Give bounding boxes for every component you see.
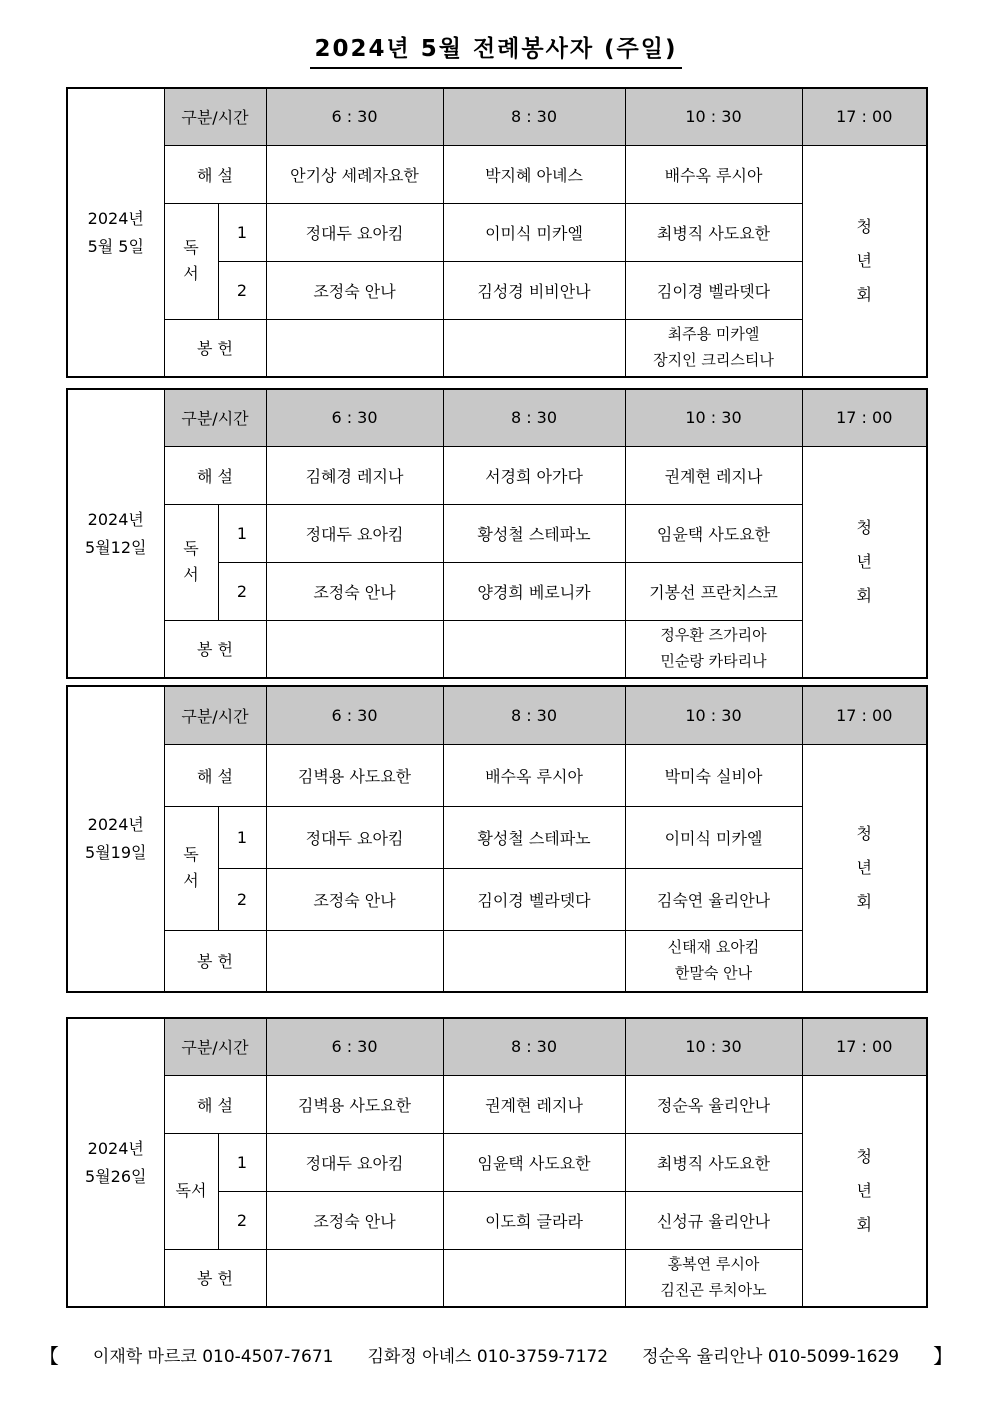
- offering-row: [67, 319, 927, 377]
- text-line: 독: [183, 539, 199, 559]
- time-header-630: 6 : 30: [266, 1018, 443, 1075]
- offering-row: [67, 620, 927, 678]
- row-label-reading: [164, 203, 218, 319]
- text-line: 회: [856, 1214, 872, 1234]
- offering-names-630: [266, 319, 443, 377]
- contact-1: 이재학 마르코 010-4507-7671: [92, 1347, 334, 1367]
- header-row: [67, 1018, 927, 1075]
- time-header-630: 6 : 30: [266, 88, 443, 145]
- row-label-offering: 봉 헌: [164, 1249, 266, 1307]
- text-line: 5월19일: [85, 843, 147, 862]
- youth-group-cell: [802, 145, 927, 377]
- text-line: 서: [183, 264, 199, 283]
- offering-names-630: [266, 1249, 443, 1307]
- reading1-row: [67, 203, 927, 261]
- commentator-name-1030: 정순옥 율리안나: [625, 1075, 802, 1133]
- reading2-name-630: 조정숙 안나: [266, 1191, 443, 1249]
- text-line: 정우환 즈가리아: [660, 626, 767, 645]
- reading2-name-830: 이도희 글라라: [443, 1191, 625, 1249]
- text-line: 한말숙 안나: [674, 963, 753, 982]
- text-line: 독: [183, 845, 199, 865]
- text-line: 년: [856, 250, 872, 270]
- time-header-1030: 10 : 30: [625, 686, 802, 744]
- reading-number-1: 1: [218, 1133, 266, 1191]
- text-line: 회: [856, 585, 872, 605]
- offering-names-830: [443, 1249, 625, 1307]
- header-row: [67, 88, 927, 145]
- reading1-name-630: 정대두 요아킴: [266, 203, 443, 261]
- schedule-table: [66, 87, 928, 378]
- reading1-name-830: 이미식 미카엘: [443, 203, 625, 261]
- text-line: 년: [856, 1180, 872, 1200]
- contact-3: 정순옥 율리안나 010-5099-1629: [642, 1347, 900, 1367]
- offering-names-1030: [625, 620, 802, 678]
- commentator-name-1030: 권계현 레지나: [625, 446, 802, 504]
- offering-names-830: [443, 319, 625, 377]
- header-row: [67, 389, 927, 446]
- date-cell: [67, 389, 164, 678]
- text-line: 장지인 크리스티나: [653, 350, 774, 369]
- reading-number-2: 2: [218, 868, 266, 930]
- time-header-830: 8 : 30: [443, 1018, 625, 1075]
- reading-number-2: 2: [218, 1191, 266, 1249]
- row-label-offering: 봉 헌: [164, 319, 266, 377]
- offering-names-1030: [625, 1249, 802, 1307]
- text-line: 2024년: [87, 509, 144, 529]
- offering-names-630: [266, 930, 443, 992]
- commentator-name-830: 배수옥 루시아: [443, 744, 625, 806]
- row-label-commentator: 해 설: [164, 145, 266, 203]
- row-label-commentator: 해 설: [164, 446, 266, 504]
- time-header-1700: 17 : 00: [802, 88, 927, 145]
- schedule-table: [66, 685, 928, 993]
- text-line: 독서: [175, 1181, 207, 1201]
- commentator-name-1030: 박미숙 실비아: [625, 744, 802, 806]
- reading1-name-1030: 최병직 사도요한: [625, 203, 802, 261]
- reading1-name-830: 황성철 스테파노: [443, 504, 625, 562]
- row-label-reading: [164, 1133, 218, 1249]
- reading1-name-630: 정대두 요아킴: [266, 504, 443, 562]
- text-line: 청: [856, 518, 872, 538]
- reading1-row: [67, 504, 927, 562]
- reading-number-1: 1: [218, 203, 266, 261]
- row-label-commentator: 해 설: [164, 1075, 266, 1133]
- contact-2: 김화정 아녜스 010-3759-7172: [367, 1347, 609, 1367]
- time-header-1700: 17 : 00: [802, 389, 927, 446]
- time-header-830: 8 : 30: [443, 389, 625, 446]
- reading1-row: [67, 1133, 927, 1191]
- youth-group-cell: [802, 446, 927, 678]
- reading2-name-630: 조정숙 안나: [266, 562, 443, 620]
- text-line: 홍복연 루시아: [667, 1255, 760, 1274]
- youth-group-cell: [802, 744, 927, 992]
- date-cell: [67, 88, 164, 377]
- reading2-name-630: 조정숙 안나: [266, 868, 443, 930]
- row-label-offering: 봉 헌: [164, 620, 266, 678]
- text-line: 5월 5일: [87, 236, 144, 256]
- date-cell: [67, 686, 164, 992]
- time-header-1030: 10 : 30: [625, 88, 802, 145]
- text-line: 서: [183, 565, 199, 584]
- text-line: 5월12일: [85, 537, 147, 557]
- offering-names-1030: [625, 930, 802, 992]
- text-line: 2024년: [87, 815, 144, 834]
- text-line: 독: [183, 238, 199, 258]
- commentator-row: [67, 1075, 927, 1133]
- reading-number-1: 1: [218, 504, 266, 562]
- contact-footer: [0, 1340, 992, 1369]
- commentator-row: [67, 744, 927, 806]
- text-line: 청: [856, 1147, 872, 1167]
- reading2-name-1030: 김숙연 율리안나: [625, 868, 802, 930]
- text-line: 서: [183, 871, 199, 890]
- offering-names-830: [443, 620, 625, 678]
- text-line: 2024년: [87, 1138, 144, 1158]
- time-header-830: 8 : 30: [443, 686, 625, 744]
- reading-number-2: 2: [218, 562, 266, 620]
- text-line: 년: [856, 551, 872, 571]
- text-line: 회: [856, 891, 872, 911]
- document-title: 2024년 5월 전례봉사자 (주일): [310, 30, 681, 69]
- time-header-1700: 17 : 00: [802, 1018, 927, 1075]
- reading1-name-1030: 최병직 사도요한: [625, 1133, 802, 1191]
- header-label-cell: 구분/시간: [164, 686, 266, 744]
- reading-number-1: 1: [218, 806, 266, 868]
- text-line: 2024년: [87, 208, 144, 228]
- row-label-reading: [164, 806, 218, 930]
- header-label-cell: 구분/시간: [164, 1018, 266, 1075]
- reading2-name-830: 김성경 비비안나: [443, 261, 625, 319]
- time-header-830: 8 : 30: [443, 88, 625, 145]
- reading1-name-630: 정대두 요아킴: [266, 806, 443, 868]
- text-line: 년: [856, 857, 872, 877]
- schedule-table: [66, 388, 928, 679]
- close-bracket: 】: [933, 1344, 954, 1368]
- commentator-name-630: 김혜경 레지나: [266, 446, 443, 504]
- time-header-1030: 10 : 30: [625, 1018, 802, 1075]
- reading2-name-1030: 김이경 벨라뎃다: [625, 261, 802, 319]
- reading1-name-1030: 이미식 미카엘: [625, 806, 802, 868]
- commentator-name-1030: 배수옥 루시아: [625, 145, 802, 203]
- offering-names-830: [443, 930, 625, 992]
- commentator-name-830: 서경희 아가다: [443, 446, 625, 504]
- title-area: [0, 0, 992, 69]
- offering-names-1030: [625, 319, 802, 377]
- reading1-name-830: 임윤택 사도요한: [443, 1133, 625, 1191]
- time-header-1700: 17 : 00: [802, 686, 927, 744]
- commentator-row: [67, 446, 927, 504]
- header-label-cell: 구분/시간: [164, 389, 266, 446]
- commentator-name-630: 김벽용 사도요한: [266, 744, 443, 806]
- header-label-cell: 구분/시간: [164, 88, 266, 145]
- commentator-row: [67, 145, 927, 203]
- text-line: 5월26일: [85, 1166, 147, 1186]
- text-line: 최주용 미카엘: [667, 325, 760, 344]
- row-label-commentator: 해 설: [164, 744, 266, 806]
- header-row: [67, 686, 927, 744]
- commentator-name-830: 권계현 레지나: [443, 1075, 625, 1133]
- reading-number-2: 2: [218, 261, 266, 319]
- row-label-reading: [164, 504, 218, 620]
- schedule-tables-container: [66, 87, 992, 1308]
- reading1-name-1030: 임윤택 사도요한: [625, 504, 802, 562]
- text-line: 민순랑 카타리나: [660, 651, 767, 670]
- reading1-row: [67, 806, 927, 868]
- commentator-name-630: 안기상 세례자요한: [266, 145, 443, 203]
- time-header-1030: 10 : 30: [625, 389, 802, 446]
- open-bracket: 【: [38, 1344, 59, 1368]
- offering-row: [67, 930, 927, 992]
- row-label-offering: 봉 헌: [164, 930, 266, 992]
- text-line: 청: [856, 824, 872, 844]
- reading2-name-630: 조정숙 안나: [266, 261, 443, 319]
- commentator-name-630: 김벽용 사도요한: [266, 1075, 443, 1133]
- date-cell: [67, 1018, 164, 1307]
- offering-names-630: [266, 620, 443, 678]
- reading1-name-630: 정대두 요아킴: [266, 1133, 443, 1191]
- commentator-name-830: 박지혜 아녜스: [443, 145, 625, 203]
- text-line: 회: [856, 284, 872, 304]
- youth-group-cell: [802, 1075, 927, 1307]
- reading2-name-1030: 기봉선 프란치스코: [625, 562, 802, 620]
- time-header-630: 6 : 30: [266, 686, 443, 744]
- time-header-630: 6 : 30: [266, 389, 443, 446]
- text-line: 청: [856, 217, 872, 237]
- reading1-name-830: 황성철 스테파노: [443, 806, 625, 868]
- reading2-name-830: 양경희 베로니카: [443, 562, 625, 620]
- reading2-name-1030: 신성규 율리안나: [625, 1191, 802, 1249]
- text-line: 김진곤 루치아노: [660, 1280, 767, 1299]
- reading2-name-830: 김이경 벨라뎃다: [443, 868, 625, 930]
- offering-row: [67, 1249, 927, 1307]
- schedule-table: [66, 1017, 928, 1308]
- text-line: 신태재 요아킴: [667, 938, 760, 957]
